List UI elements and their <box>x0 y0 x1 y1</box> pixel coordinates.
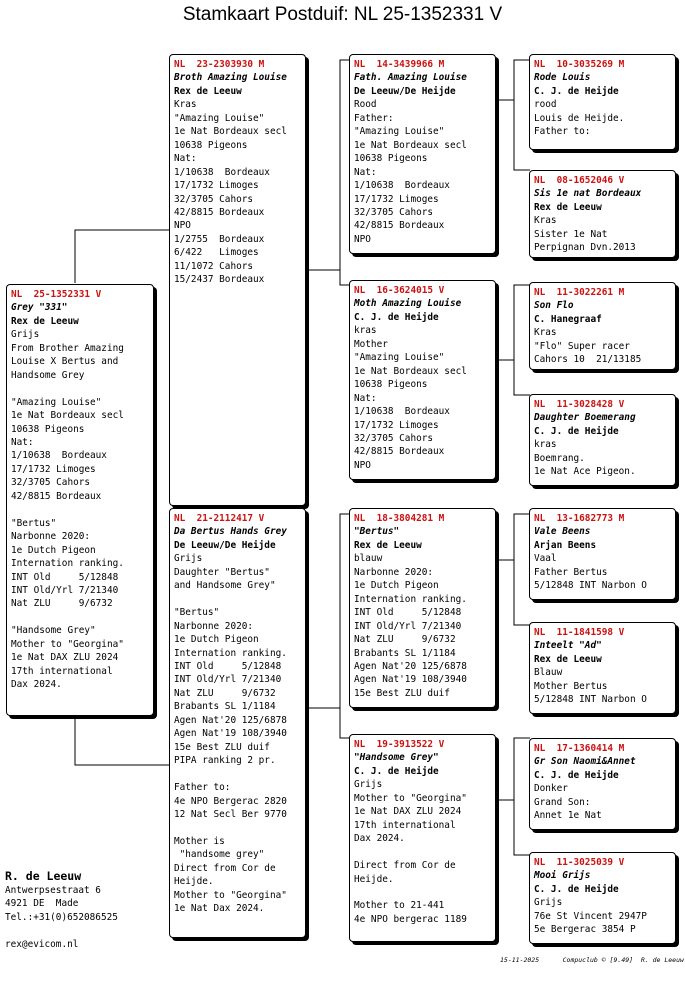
breeder-name: C. J. de Heijde <box>534 769 619 781</box>
detail-line: 15/2437 Bordeaux <box>174 274 265 286</box>
detail-line: Mother <box>354 338 388 350</box>
owner-address: Antwerpsestraat 6 <box>5 885 101 896</box>
pigeon-name: Son Flo <box>534 300 574 312</box>
pedigree-card-mother-father[interactable] <box>349 508 496 708</box>
detail-line: 1e Nat Bordeaux secl <box>354 139 467 151</box>
detail-line <box>174 768 301 781</box>
connector-mf-parents <box>514 514 530 560</box>
detail-line: rood <box>534 99 557 111</box>
detail-line: Mother is <box>174 835 225 847</box>
detail-line: Internation ranking. <box>354 593 467 605</box>
detail-line <box>174 821 301 834</box>
pedigree-card-fmf[interactable] <box>529 282 676 370</box>
detail-line: Perpignan Dvn.2013 <box>534 242 636 254</box>
detail-line: Nat ZLU 9/6732 <box>174 687 276 699</box>
breeder-name: De Leeuw/De Heijde <box>174 539 276 551</box>
pigeon-name: Da Bertus Hands Grey <box>174 526 287 538</box>
pigeon-name: Rode Louis <box>534 72 591 84</box>
detail-line: 10638 Pigeons <box>11 423 85 435</box>
detail-line: 1e Dutch Pigeon <box>11 544 96 556</box>
pigeon-name: Broth Amazing Louise <box>174 72 287 84</box>
breeder-name: C. J. de Heijde <box>534 85 619 97</box>
detail-line: 4e NPO Bergerac 2820 <box>174 795 287 807</box>
detail-line: 1/10638 Bordeaux <box>11 450 107 462</box>
detail-line: 17th international <box>11 665 113 677</box>
detail-line: 42/8815 Bordeaux <box>354 446 445 458</box>
detail-line: Internation ranking. <box>11 558 124 570</box>
detail-line: 17/1732 Limoges <box>354 193 439 205</box>
detail-line: Kras <box>174 99 197 111</box>
detail-line: "Amazing Louise" <box>174 112 265 124</box>
pigeon-name: Moth Amazing Louise <box>354 298 462 310</box>
card-details <box>354 324 491 472</box>
ring-number: NL 11-1841598 V <box>534 627 625 638</box>
detail-line: 76e St Vincent 2947P <box>534 910 647 922</box>
detail-line: Father to: <box>174 782 231 794</box>
detail-line: INT Old/Yrl 7/21340 <box>174 674 282 686</box>
card-details <box>354 552 491 700</box>
detail-line: 4e NPO bergerac 1189 <box>354 913 467 925</box>
detail-line: NPO <box>174 220 191 232</box>
detail-line: "Handsome Grey" <box>11 625 96 637</box>
detail-line: Nat: <box>354 392 377 404</box>
detail-line <box>11 503 149 516</box>
breeder-name: C. J. de Heijde <box>354 765 439 777</box>
card-details <box>354 98 491 246</box>
detail-line: INT Old 5/12848 <box>174 660 282 672</box>
pedigree-card-mother-mother[interactable] <box>349 734 496 942</box>
detail-line: Dax 2024. <box>354 833 405 845</box>
ring-number: NL 11-3028428 V <box>534 399 625 410</box>
ring-number: NL 10-3035269 M <box>534 59 625 70</box>
ring-number: NL 14-3439966 M <box>354 59 445 70</box>
detail-line: "Amazing Louise" <box>354 126 445 138</box>
detail-line: Nat: <box>354 166 377 178</box>
detail-line: Agen Nat'20 125/6878 <box>354 660 467 672</box>
detail-line: 17th international <box>354 819 456 831</box>
pedigree-card-mmf[interactable] <box>529 738 676 830</box>
detail-line: Narbonne 2020: <box>174 620 254 632</box>
detail-line: Vaal <box>534 553 557 565</box>
pedigree-card-mmm[interactable] <box>529 852 676 944</box>
detail-line: 32/3705 Cahors <box>354 206 434 218</box>
breeder-name: Rex de Leeuw <box>174 85 242 97</box>
owner-name: R. de Leeuw <box>5 869 82 883</box>
footer-credit: 15-11-2025 Compuclub © [9.49] R. de Leeuw <box>500 956 684 964</box>
ring-number: NL 17-1360414 M <box>534 743 625 754</box>
card-details <box>354 778 491 926</box>
owner-email[interactable]: rex@evicom.nl <box>5 938 79 950</box>
detail-line: "Flo" Super racer <box>534 340 630 352</box>
detail-line: "Bertus" <box>11 517 57 529</box>
detail-line: Agen Nat'19 108/3940 <box>354 674 467 686</box>
card-details <box>534 782 671 822</box>
detail-line: Agen Nat'20 125/6878 <box>174 714 287 726</box>
detail-line: Kras <box>534 215 557 227</box>
detail-line: Brabants SL 1/1184 <box>174 701 276 713</box>
detail-line: Nat: <box>11 436 34 448</box>
detail-line: Direct from Cor de <box>174 862 276 874</box>
detail-line: 32/3705 Cahors <box>11 477 91 489</box>
detail-line: NPO <box>354 459 371 471</box>
card-details <box>534 326 671 366</box>
pedigree-card-ffm[interactable] <box>529 170 676 258</box>
pedigree-card-mfm[interactable] <box>529 622 676 714</box>
detail-line: 1e Nat Bordeaux secl <box>354 365 467 377</box>
detail-line: 1/2755 Bordeaux <box>174 233 265 245</box>
card-details <box>11 328 149 691</box>
pedigree-card-father-mother[interactable] <box>349 280 496 480</box>
detail-line: Louis de Heijde. <box>534 112 625 124</box>
detail-line <box>174 593 301 606</box>
page-title: Stamkaart Postduif: NL 25-1352331 V <box>182 4 503 25</box>
detail-line: kras <box>354 325 377 337</box>
detail-line: Nat: <box>174 153 197 165</box>
detail-line: 1e Dutch Pigeon <box>354 580 439 592</box>
detail-line: Grand Son: <box>534 796 591 808</box>
breeder-name: Rex de Leeuw <box>534 653 602 665</box>
detail-line: Sister 1e Nat <box>534 228 608 240</box>
ring-number: NL 08-1652046 V <box>534 175 625 186</box>
owner-block <box>5 868 118 951</box>
detail-line: 15e Best ZLU duif <box>174 741 270 753</box>
pigeon-name: Gr Son Naomi&Annet <box>534 756 636 768</box>
detail-line: INT Old/Yrl 7/21340 <box>354 620 462 632</box>
detail-line: 10638 Pigeons <box>354 153 428 165</box>
detail-line: Heijde. <box>174 876 214 888</box>
detail-line: 1e Dutch Pigeon <box>174 634 259 646</box>
breeder-name: C. J. de Heijde <box>534 883 619 895</box>
detail-line: Mother Bertus <box>534 680 608 692</box>
detail-line: "Amazing Louise" <box>354 352 445 364</box>
ring-number: NL 11-3025039 V <box>534 857 625 868</box>
detail-line: Donker <box>534 783 568 795</box>
connector-subject-parents <box>75 230 170 283</box>
detail-line: 5/12848 INT Narbon O <box>534 580 647 592</box>
detail-line: Mother to 21-441 <box>354 900 445 912</box>
detail-line: Mother to "Georgina" <box>354 792 467 804</box>
connector-mm-parents <box>514 738 530 800</box>
detail-line: 42/8815 Bordeaux <box>354 220 445 232</box>
detail-line: Mother to "Georgina" <box>11 638 124 650</box>
detail-line: PIPA ranking 2 pr. <box>174 755 276 767</box>
detail-line: Grijs <box>11 329 40 341</box>
pedigree-card-fmm[interactable] <box>529 394 676 486</box>
detail-line: 32/3705 Cahors <box>174 193 254 205</box>
pigeon-name: "Bertus" <box>354 526 400 538</box>
card-details <box>534 214 671 254</box>
detail-line: 15e Best ZLU duif <box>354 687 450 699</box>
detail-line: 1e Nat Dax 2024. <box>174 903 265 915</box>
pigeon-name: Sis 1e nat Bordeaux <box>534 188 642 200</box>
detail-line <box>354 886 491 899</box>
breeder-name: C. J. de Heijde <box>354 311 439 323</box>
detail-line: kras <box>534 439 557 451</box>
detail-line: "Amazing Louise" <box>11 396 102 408</box>
detail-line: Nat ZLU 9/6732 <box>354 634 456 646</box>
connector-fm-parents <box>514 285 530 360</box>
connector-ff-parents <box>514 60 530 100</box>
ring-number: NL 19-3913522 V <box>354 739 445 750</box>
breeder-name: C. J. de Heijde <box>534 425 619 437</box>
detail-line: "Bertus" <box>174 607 220 619</box>
owner-phone: Tel.:+31(0)652086525 <box>5 911 118 923</box>
detail-line: Annet 1e Nat <box>534 810 602 822</box>
pigeon-name: Mooi Grijs <box>534 870 591 882</box>
pedigree-card-mother[interactable] <box>169 508 306 938</box>
detail-line: 11/1072 Cahors <box>174 260 254 272</box>
detail-line: Kras <box>534 327 557 339</box>
breeder-name: De Leeuw/De Heijde <box>354 85 456 97</box>
detail-line: Cahors 10 21/13185 <box>534 354 642 366</box>
detail-line: 32/3705 Cahors <box>354 432 434 444</box>
detail-line <box>354 846 491 859</box>
pedigree-card-mff[interactable] <box>529 508 676 600</box>
card-details <box>174 552 301 915</box>
detail-line: NPO <box>354 233 371 245</box>
detail-line: 17/1732 Limoges <box>354 419 439 431</box>
ring-number: NL 13-1682773 M <box>534 513 625 524</box>
detail-line: Heijde. <box>354 873 394 885</box>
detail-line: 1/10638 Bordeaux <box>354 180 450 192</box>
detail-line: Daughter "Bertus" <box>174 566 270 578</box>
pedigree-card-fff[interactable] <box>529 54 676 150</box>
detail-line: Mother to "Georgina" <box>174 889 287 901</box>
owner-city: 4921 DE Made <box>5 898 79 910</box>
detail-line: 5e Bergerac 3854 P <box>534 924 636 936</box>
pigeon-name: Vale Beens <box>534 526 591 538</box>
detail-line: 1/10638 Bordeaux <box>354 406 450 418</box>
detail-line: 10638 Pigeons <box>354 379 428 391</box>
detail-line: Blauw <box>534 667 563 679</box>
detail-line: and Handsome Grey" <box>174 580 276 592</box>
pedigree-card-father[interactable] <box>169 54 306 506</box>
detail-line: blauw <box>354 553 383 565</box>
detail-line: Nat ZLU 9/6732 <box>11 598 113 610</box>
detail-line: Boemrang. <box>534 452 585 464</box>
ring-number: NL 23-2303930 M <box>174 59 265 70</box>
pedigree-card-subject[interactable] <box>6 284 154 716</box>
detail-line: 17/1732 Limoges <box>11 463 96 475</box>
breeder-name: Arjan Beens <box>534 539 597 551</box>
ring-number: NL 11-3022261 M <box>534 287 625 298</box>
detail-line: 1e Nat Ace Pigeon. <box>534 466 636 478</box>
detail-line: Brabants SL 1/1184 <box>354 647 456 659</box>
detail-line: Dax 2024. <box>11 679 62 691</box>
card-details <box>534 552 671 592</box>
pedigree-card-father-father[interactable] <box>349 54 496 254</box>
detail-line: 1e Nat DAX ZLU 2024 <box>354 806 462 818</box>
detail-line: From Brother Amazing <box>11 342 124 354</box>
detail-line: 12 Nat Secl Ber 9770 <box>174 808 287 820</box>
detail-line: Internation ranking. <box>174 647 287 659</box>
detail-line: Grijs <box>354 779 383 791</box>
pigeon-name: Daughter Boemerang <box>534 412 636 424</box>
card-details <box>534 896 671 936</box>
detail-line: Agen Nat'19 108/3940 <box>174 728 287 740</box>
card-details <box>534 666 671 706</box>
detail-line: 6/422 Limoges <box>174 247 259 259</box>
pigeon-name: "Handsome Grey" <box>354 752 439 764</box>
breeder-name: Rex de Leeuw <box>354 539 422 551</box>
breeder-name: C. Hanegraaf <box>534 313 602 325</box>
connector-subject-mother <box>75 717 170 765</box>
detail-line: INT Old/Yrl 7/21340 <box>11 584 119 596</box>
detail-line: Father: <box>354 112 394 124</box>
detail-line: 42/8815 Bordeaux <box>174 206 265 218</box>
detail-line: 5/12848 INT Narbon O <box>534 694 647 706</box>
detail-line: Louise X Bertus and <box>11 356 119 368</box>
detail-line: Narbonne 2020: <box>11 531 91 543</box>
detail-line: 42/8815 Bordeaux <box>11 490 102 502</box>
detail-line: 17/1732 Limoges <box>174 180 259 192</box>
detail-line: Grijs <box>174 553 203 565</box>
card-details <box>534 98 671 138</box>
detail-line: Handsome Grey <box>11 369 85 381</box>
breeder-name: Rex de Leeuw <box>11 315 79 327</box>
detail-line: Rood <box>354 99 377 111</box>
detail-line: 1/10638 Bordeaux <box>174 166 270 178</box>
detail-line: 1e Nat DAX ZLU 2024 <box>11 652 119 664</box>
breeder-name: Rex de Leeuw <box>534 201 602 213</box>
detail-line: 1e Nat Bordeaux secl <box>11 410 124 422</box>
detail-line: INT Old 5/12848 <box>354 607 462 619</box>
detail-line: Narbonne 2020: <box>354 566 434 578</box>
card-details <box>174 98 301 286</box>
pigeon-name: Inteelt "Ad" <box>534 640 602 652</box>
detail-line: Father Bertus <box>534 566 608 578</box>
ring-number: NL 16-3624015 V <box>354 285 445 296</box>
detail-line <box>11 611 149 624</box>
detail-line <box>11 382 149 395</box>
pigeon-name: Grey "331" <box>11 302 68 314</box>
detail-line: 10638 Pigeons <box>174 139 248 151</box>
detail-line: 1e Nat Bordeaux secl <box>174 126 287 138</box>
ring-number: NL 25-1352331 V <box>11 289 102 300</box>
detail-line: Direct from Cor de <box>354 860 456 872</box>
pigeon-name: Fath. Amazing Louise <box>354 72 467 84</box>
detail-line: Father to: <box>534 126 591 138</box>
card-details <box>534 438 671 478</box>
detail-line: Grijs <box>534 897 563 909</box>
detail-line: INT Old 5/12848 <box>11 571 119 583</box>
detail-line: "handsome grey" <box>174 849 265 861</box>
ring-number: NL 21-2112417 V <box>174 513 265 524</box>
ring-number: NL 18-3804281 M <box>354 513 445 524</box>
